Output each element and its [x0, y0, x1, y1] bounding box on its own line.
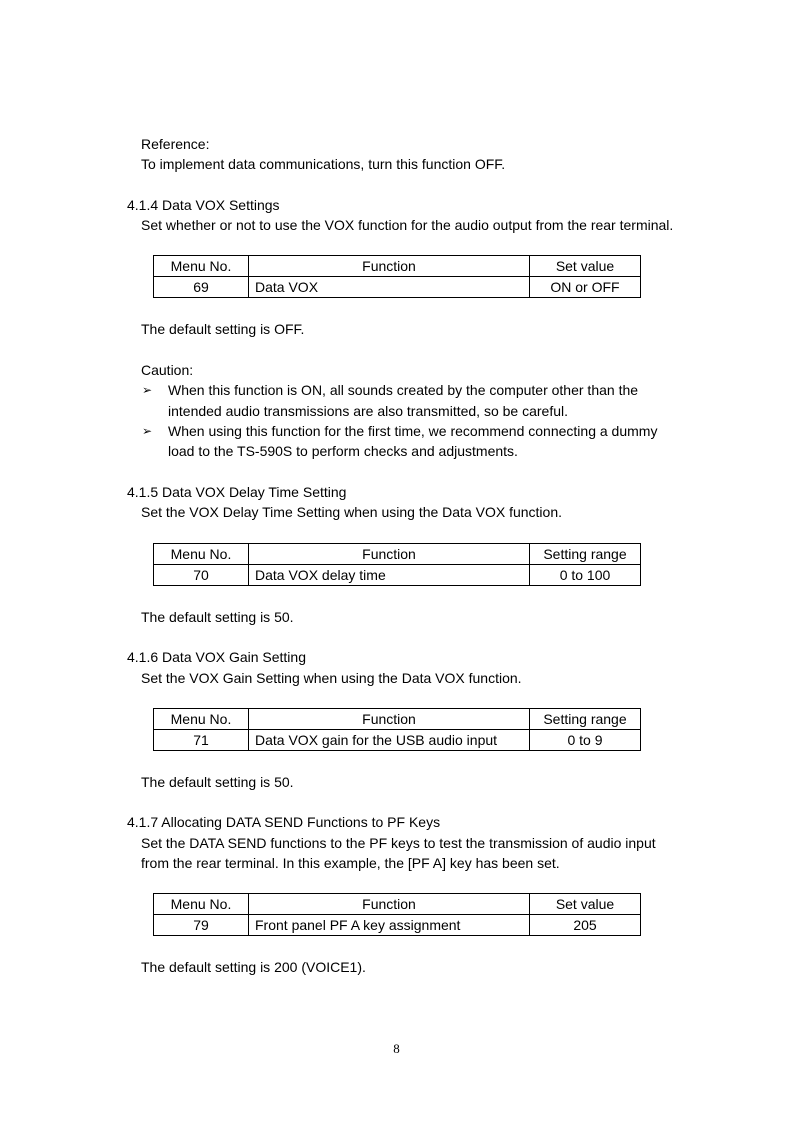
header-function: Function — [249, 256, 530, 277]
cell-value: ON or OFF — [530, 277, 641, 298]
section-body-4-1-5: Set the VOX Delay Time Setting when using the Data VOX function. — [141, 504, 563, 520]
table-header-row — [154, 894, 641, 915]
table-row — [154, 915, 641, 936]
caution-item-1-line-1: When this function is ON, all sounds created by the computer other than the — [168, 382, 639, 398]
page-number: 8 — [393, 1041, 400, 1056]
default-setting-4-1-4: The default setting is OFF. — [141, 321, 305, 337]
cell-function: Data VOX delay time — [249, 565, 530, 586]
default-setting-4-1-5: The default setting is 50. — [141, 609, 294, 625]
menu-table-70 — [153, 543, 641, 586]
table-row — [154, 277, 641, 298]
caution-item-1-line-2: intended audio transmissions are also transmitted, so be careful. — [168, 403, 568, 419]
header-setting-range: Setting range — [530, 709, 641, 730]
header-setting-range: Setting range — [530, 544, 641, 565]
cell-menu-no: 69 — [154, 277, 249, 298]
reference-text: To implement data communications, turn this function OFF. — [141, 156, 506, 172]
default-setting-4-1-6: The default setting is 50. — [141, 774, 294, 790]
section-body-4-1-7-line-1: Set the DATA SEND functions to the PF keys to test the transmission of audio input — [141, 835, 656, 851]
section-heading-4-1-6: 4.1.6 Data VOX Gain Setting — [127, 649, 306, 665]
table-row — [154, 730, 641, 751]
header-menu-no: Menu No. — [154, 709, 249, 730]
caution-item-2-line-1: When using this function for the first time, we recommend connecting a dummy — [168, 423, 658, 439]
menu-table-71 — [153, 708, 641, 751]
cell-function: Data VOX — [249, 277, 530, 298]
caution-item-2-line-2: load to the TS-590S to perform checks and adjustments. — [168, 443, 518, 459]
cell-value: 0 to 9 — [530, 730, 641, 751]
header-menu-no: Menu No. — [154, 256, 249, 277]
bullet-arrow-icon: ➢ — [142, 383, 153, 397]
section-body-4-1-7-line-2: from the rear terminal. In this example, the [PF A] key has been set. — [141, 855, 560, 871]
section-heading-4-1-7: 4.1.7 Allocating DATA SEND Functions to PF Keys — [127, 814, 441, 830]
cell-menu-no: 71 — [154, 730, 249, 751]
table-header-row — [154, 256, 641, 277]
header-set-value: Set value — [530, 256, 641, 277]
reference-label: Reference: — [141, 136, 210, 152]
header-function: Function — [249, 544, 530, 565]
section-heading-4-1-5: 4.1.5 Data VOX Delay Time Setting — [127, 484, 347, 500]
header-menu-no: Menu No. — [154, 544, 249, 565]
cell-value: 205 — [530, 915, 641, 936]
table-header-row — [154, 544, 641, 565]
section-heading-4-1-4: 4.1.4 Data VOX Settings — [127, 197, 280, 213]
section-body-4-1-6: Set the VOX Gain Setting when using the Data VOX function. — [141, 670, 522, 686]
cell-value: 0 to 100 — [530, 565, 641, 586]
caution-label: Caution: — [141, 362, 194, 378]
default-setting-4-1-7: The default setting is 200 (VOICE1). — [141, 959, 366, 975]
header-function: Function — [249, 709, 530, 730]
menu-table-79 — [153, 893, 641, 936]
cell-function: Data VOX gain for the USB audio input — [249, 730, 530, 751]
table-row — [154, 565, 641, 586]
cell-menu-no: 79 — [154, 915, 249, 936]
header-set-value: Set value — [530, 894, 641, 915]
bullet-arrow-icon: ➢ — [142, 424, 153, 438]
header-menu-no: Menu No. — [154, 894, 249, 915]
menu-table-69 — [153, 255, 641, 298]
cell-function: Front panel PF A key assignment — [249, 915, 530, 936]
header-function: Function — [249, 894, 530, 915]
cell-menu-no: 70 — [154, 565, 249, 586]
section-body-4-1-4: Set whether or not to use the VOX function for the audio output from the rear terminal. — [141, 217, 674, 233]
table-header-row — [154, 709, 641, 730]
